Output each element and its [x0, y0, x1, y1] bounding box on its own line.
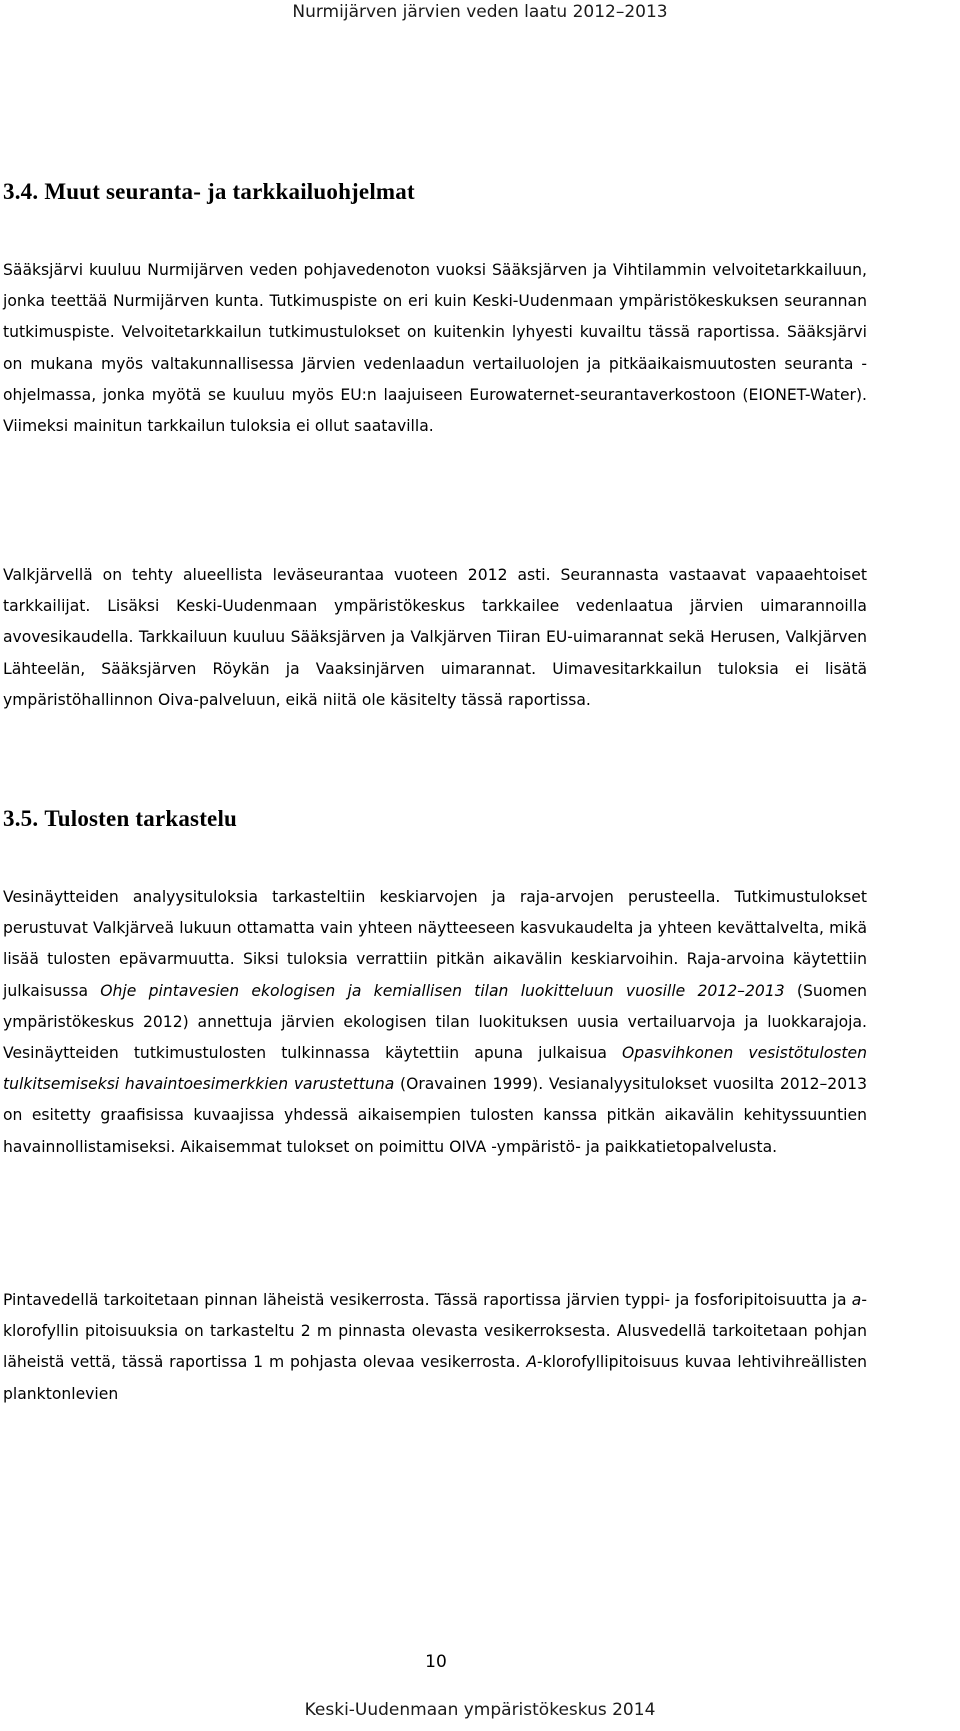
- paragraph: [3, 255, 867, 442]
- paragraph-text: Valkjärvellä on tehty alueellista leväseurantaa vuoteen 2012 asti. Seurannasta vastaavat vapaaehtoiset tarkkailijat. Lisäksi Keski-Uudenmaan ympäristökeskus tarkkailee vedenlaatua järvien uimarannoilla avovesikaudella. Tarkkailuun kuuluu Sääksjärven ja Valkjärven Tiiran EU-uimarannat sekä Herusen, Valkjärven Lähteelän, Sääksjärven Röykän ja Vaaksinjärven uimarannat. Uimavesitarkkailun tuloksia ei lisätä ympäristöhallinnon Oiva-palveluun, eikä niitä ole käsitelty tässä raportissa.: [3, 566, 867, 709]
- running-header: Nurmijärven järvien veden laatu 2012–2013: [292, 2, 668, 22]
- paragraph-text: [3, 882, 867, 1163]
- section-heading-3-4: [3, 179, 415, 205]
- text-run: Pintavedellä tarkoitetaan pinnan läheistä vesikerrosta. Tässä raportissa järvien typpi- ja fosforipitoisuutta ja: [3, 1291, 852, 1309]
- section-title: Muut seuranta- ja tarkkailuohjelmat: [44, 179, 415, 204]
- section-number: 3.5.: [3, 806, 39, 831]
- italic-letter: a: [851, 1291, 862, 1309]
- publication-title-italic: Ohje pintavesien ekologisen ja kemiallisen tilan luokitteluun vuosille 2012–2013: [100, 981, 785, 1000]
- text-run: Vesinäytteiden analyysituloksia tarkasteltiin keskiarvojen ja raja-arvojen perusteella. Tutkimustulokset perustuvat Valkjärveä lukuun ottamatta vain yhteen näytteeseen kasvukaudelta ja yhteen kevättalvelta, mikä lisää tulosten epävarmuutta. Siksi tuloksia verrattiin pitkän aikavälin keskiarvoihin. Raja-arvoina käytettiin julkaisussa: [3, 888, 867, 1000]
- section-heading-3-5: [3, 806, 237, 832]
- text-run: (Suomen ympäristökeskus 2012) annettuja järvien ekologisen tilan luokituksen uusia vertailuarvoja ja luokkarajoja. Vesinäytteiden tutkimustulosten tulkinnassa käytettiin apuna julkaisua: [3, 981, 868, 1063]
- section-title: Tulosten tarkastelu: [44, 806, 238, 831]
- page-number: 10: [425, 1652, 447, 1672]
- running-footer: Keski-Uudenmaan ympäristökeskus 2014: [304, 1700, 656, 1720]
- text-run: -klorofyllin pitoisuuksia on tarkasteltu 2 m pinnasta olevasta vesikerroksesta. Alusvedellä tarkoitetaan pohjan läheistä vettä, tässä raportissa 1 m pohjasta olevaa vesikerrosta.: [3, 1291, 867, 1372]
- paragraph: [3, 882, 867, 1163]
- paragraph: [3, 560, 867, 716]
- italic-letter: A: [526, 1353, 537, 1372]
- publication-title-italic: Opasvihkonen vesistötulosten tulkitsemiseksi havaintoesimerkkien varustettuna: [3, 1044, 867, 1094]
- paragraph-text: Sääksjärvi kuuluu Nurmijärven veden pohjavedenoton vuoksi Sääksjärven ja Vihtilammin velvoitetarkkailuun, jonka teettää Nurmijärven kunta. Tutkimuspiste on eri kuin Keski-Uudenmaan ympäristökeskuksen seurannan tutkimuspiste. Velvoitetarkkailun tutkimustulokset on kuitenkin lyhyesti kuvailtu tässä raportissa. Sääksjärvi on mukana myös valtakunnallisessa Järvien vedenlaadun vertailuolojen ja pitkäaikaismuutosten seuranta -ohjelmassa, jonka myötä se kuuluu myös EU:n laajuiseen Eurowaternet-seurantaverkostoon (EIONET-Water). Viimeksi mainitun tarkkailun tuloksia ei ollut saatavilla.: [3, 261, 867, 436]
- paragraph-text: [3, 1285, 867, 1410]
- section-number: 3.4.: [3, 179, 39, 204]
- text-run: -klorofyllipitoisuus kuvaa lehtivihreällisten planktonlevien: [3, 1353, 867, 1403]
- text-run: (Oravainen 1999). Vesianalyysitulokset vuosilta 2012–2013 on esitetty graafisissa kuvaajissa yhdessä aikaisempien tulosten kanssa pitkän aikavälin kehityssuuntien havainnollistamiseksi. Aikaisemmat tulokset on poimittu OIVA -ympäristö- ja paikkatietopalvelusta.: [3, 1075, 867, 1156]
- paragraph: [3, 1285, 867, 1410]
